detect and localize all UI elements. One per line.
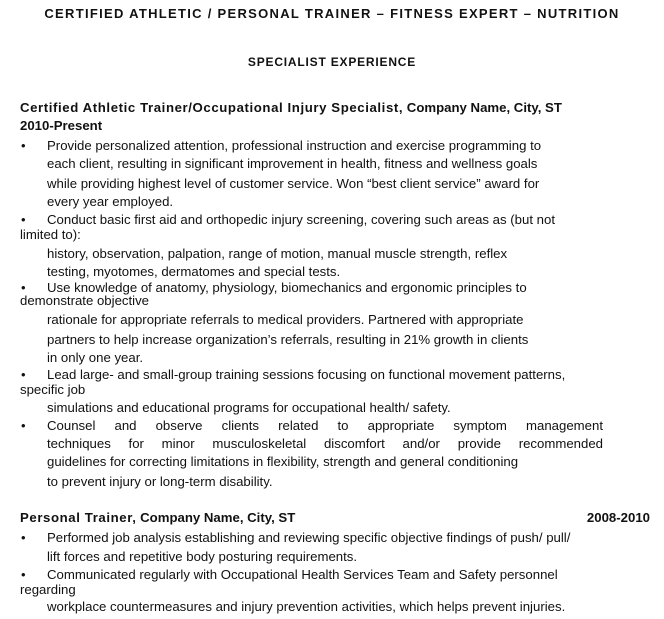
bullet-icon: • — [21, 530, 26, 545]
bullet-icon: • — [21, 138, 26, 153]
bullet-text: simulations and educational programs for occupational health/ safety. — [47, 400, 451, 415]
bullet-text: in only one year. — [47, 350, 144, 365]
section-heading: SPECIALIST EXPERIENCE — [247, 55, 417, 69]
bullet-text: each client, resulting in significant improvement in health, fitness and wellness goals — [47, 156, 538, 171]
bullet-text: Provide personalized attention, professional instruction and exercise programming to — [47, 138, 542, 153]
bullet-text: lift forces and repetitive body posturing requirements. — [47, 549, 358, 564]
bullet-text: specific job — [20, 382, 86, 397]
bullet-text: to prevent injury or long-term disability. — [47, 474, 273, 489]
job-heading — [20, 100, 562, 116]
bullet-text: Lead large- and small-group training sessions focusing on functional movement patterns, — [47, 367, 566, 382]
document-title: CERTIFIED ATHLETIC / PERSONAL TRAINER – FITNESS EXPERT – NUTRITION — [44, 6, 620, 21]
bullet-icon: • — [21, 367, 26, 382]
bullet-text: history, observation, palpation, range of motion, manual muscle strength, reflex — [47, 246, 508, 261]
job-company: Company Name, City, ST — [136, 510, 296, 525]
bullet-text: regarding — [20, 582, 76, 597]
bullet-text: Conduct basic first aid and orthopedic injury screening, covering such areas as (but not — [47, 212, 555, 227]
bullet-text: Use knowledge of anatomy, physiology, biomechanics and ergonomic principles to — [47, 280, 527, 295]
bullet-icon: • — [21, 418, 26, 433]
bullet-text: limited to): — [20, 227, 81, 242]
bullet-text: Communicated regularly with Occupational Health Services Team and Safety personnel — [47, 567, 558, 582]
bullet-text: Counsel and observe clients related to appropriate symptom management — [47, 418, 603, 433]
job-title: Personal Trainer, — [20, 510, 137, 525]
bullet-icon: • — [21, 280, 26, 295]
bullet-text: techniques for minor musculoskeletal discomfort and/or provide recommended — [47, 436, 603, 451]
bullet-text: partners to help increase organization’s referrals, resulting in 21% growth in clients — [47, 332, 529, 347]
bullet-text: rationale for appropriate referrals to medical providers. Partnered with appropriate — [47, 312, 524, 327]
bullet-text: demonstrate objective — [20, 293, 150, 308]
bullet-text: testing, myotomes, dermatomes and special tests. — [47, 264, 341, 279]
bullet-text: while providing highest level of customer service. Won “best client service” award for — [47, 176, 540, 191]
job-company: Company Name, City, ST — [403, 100, 562, 115]
bullet-icon: • — [21, 212, 26, 227]
bullet-text: Performed job analysis establishing and reviewing specific objective findings of push/ pull/ — [47, 530, 571, 545]
job-title: Certified Athletic Trainer/Occupational Injury Specialist, — [20, 100, 404, 115]
bullet-text: every year employed. — [47, 194, 174, 209]
job-dates: 2008-2010 — [586, 510, 650, 525]
job-heading — [20, 510, 295, 526]
job-dates: 2010-Present — [20, 118, 103, 133]
bullet-text: guidelines for correcting limitations in flexibility, strength and general conditioning — [47, 454, 519, 469]
bullet-text: workplace countermeasures and injury prevention activities, which helps prevent injuries. — [47, 599, 566, 614]
bullet-icon: • — [21, 567, 26, 582]
